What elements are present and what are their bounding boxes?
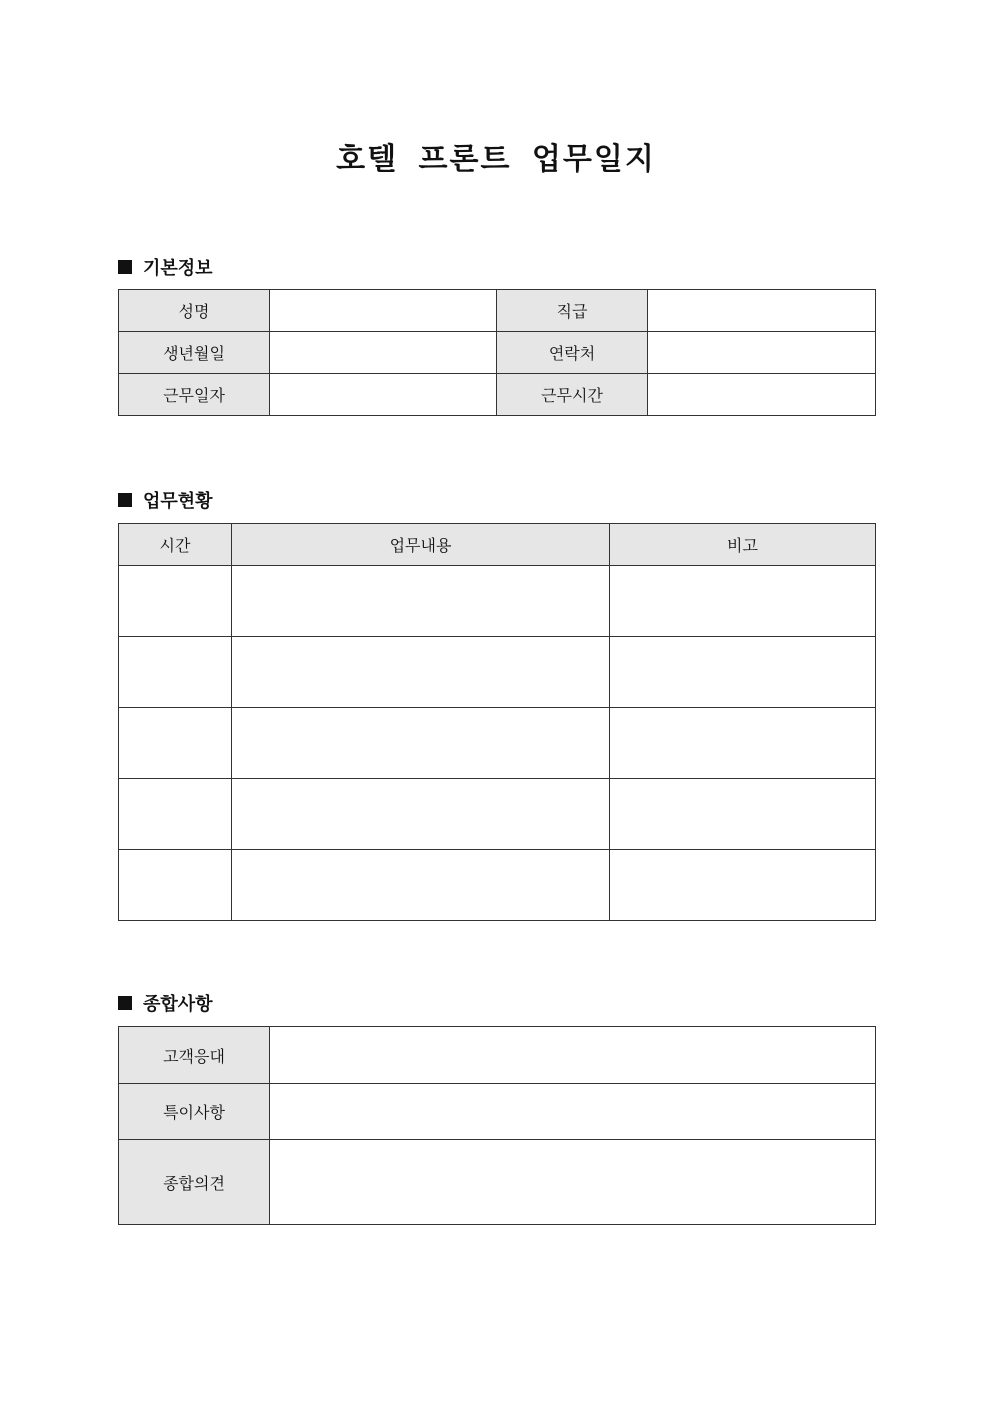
column-header-note: 비고 (610, 524, 876, 566)
table-row (119, 566, 876, 637)
special-notes-field[interactable] (270, 1084, 876, 1140)
name-field[interactable] (270, 290, 497, 332)
time-cell[interactable] (119, 566, 232, 637)
note-cell[interactable] (610, 637, 876, 708)
note-cell[interactable] (610, 566, 876, 637)
section-heading-work-status (118, 487, 213, 513)
table-row (119, 850, 876, 921)
birthdate-label: 생년월일 (119, 332, 270, 374)
table-row (119, 332, 876, 374)
table-row (119, 1027, 876, 1084)
work-status-table (118, 523, 876, 921)
content-cell[interactable] (232, 779, 610, 850)
time-cell[interactable] (119, 637, 232, 708)
table-row (119, 637, 876, 708)
name-label: 성명 (119, 290, 270, 332)
time-cell[interactable] (119, 850, 232, 921)
square-bullet-icon (118, 260, 132, 274)
birthdate-field[interactable] (270, 332, 497, 374)
customer-service-field[interactable] (270, 1027, 876, 1084)
section-heading-label: 기본정보 (143, 258, 213, 279)
work-hours-label: 근무시간 (497, 374, 648, 416)
contact-label: 연락처 (497, 332, 648, 374)
table-row (119, 1140, 876, 1225)
section-heading-label: 업무현황 (143, 491, 213, 512)
work-date-label: 근무일자 (119, 374, 270, 416)
square-bullet-icon (118, 493, 132, 507)
note-cell[interactable] (610, 850, 876, 921)
position-field[interactable] (648, 290, 876, 332)
table-row (119, 290, 876, 332)
table-row (119, 374, 876, 416)
column-header-content: 업무내용 (232, 524, 610, 566)
summary-table (118, 1026, 876, 1225)
section-heading-summary (118, 990, 213, 1016)
table-row (119, 779, 876, 850)
document-title: 호텔 프론트 업무일지 (336, 142, 656, 177)
column-header-time: 시간 (119, 524, 232, 566)
work-date-field[interactable] (270, 374, 497, 416)
table-row (119, 708, 876, 779)
contact-field[interactable] (648, 332, 876, 374)
time-cell[interactable] (119, 779, 232, 850)
note-cell[interactable] (610, 779, 876, 850)
overall-opinion-label: 종합의견 (119, 1140, 270, 1225)
content-cell[interactable] (232, 850, 610, 921)
section-heading-basic-info (118, 254, 213, 280)
customer-service-label: 고객응대 (119, 1027, 270, 1084)
square-bullet-icon (118, 996, 132, 1010)
content-cell[interactable] (232, 566, 610, 637)
content-cell[interactable] (232, 708, 610, 779)
note-cell[interactable] (610, 708, 876, 779)
position-label: 직급 (497, 290, 648, 332)
special-notes-label: 특이사항 (119, 1084, 270, 1140)
overall-opinion-field[interactable] (270, 1140, 876, 1225)
section-heading-label: 종합사항 (143, 994, 213, 1015)
table-header-row (119, 524, 876, 566)
table-row (119, 1084, 876, 1140)
work-hours-field[interactable] (648, 374, 876, 416)
basic-info-table (118, 289, 876, 416)
time-cell[interactable] (119, 708, 232, 779)
content-cell[interactable] (232, 637, 610, 708)
